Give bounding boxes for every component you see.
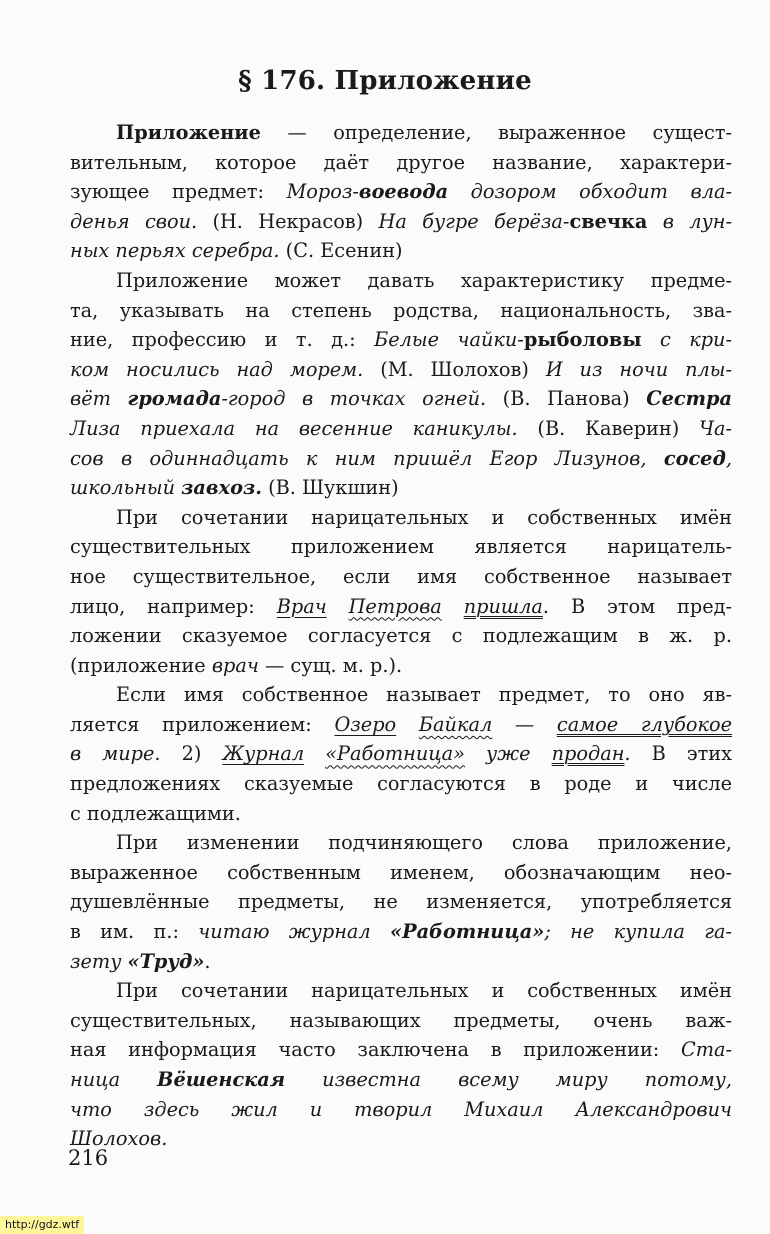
text-run: читаю журнал bbox=[198, 920, 391, 944]
text-run bbox=[327, 595, 349, 618]
text-run: При сочетании нарицательных и собственных имён bbox=[116, 505, 732, 529]
text-run: Вёшенская bbox=[157, 1068, 286, 1091]
text-line bbox=[70, 503, 732, 533]
text-line bbox=[70, 207, 732, 237]
text-run: Журнал bbox=[222, 742, 305, 766]
text-run: завхоз. bbox=[181, 476, 262, 500]
text-run: -город в точках огней. bbox=[221, 387, 487, 411]
text-run: зующее предмет: bbox=[70, 180, 287, 204]
text-line bbox=[70, 562, 732, 592]
text-run: . В этом пред- bbox=[542, 594, 732, 618]
text-run: (В. Каверин) bbox=[517, 416, 700, 440]
text-run: зету bbox=[70, 949, 128, 973]
text-run: Петрова bbox=[348, 594, 442, 618]
text-run: (В. Шукшин) bbox=[261, 476, 399, 500]
text-line bbox=[70, 1065, 732, 1095]
text-run: выраженное собственным именем, обозначающим нео- bbox=[70, 860, 732, 884]
text-line bbox=[70, 296, 732, 326]
text-run: 2) bbox=[160, 742, 223, 766]
text-run: Мороз- bbox=[286, 180, 359, 204]
text-run: что здесь жил и творил Михаил Александрович bbox=[70, 1097, 732, 1121]
text-run: с подлежащими. bbox=[70, 801, 241, 825]
text-run: (М. Шолохов) bbox=[363, 357, 546, 381]
text-line bbox=[70, 148, 732, 178]
text-line bbox=[70, 651, 732, 681]
text-line bbox=[70, 177, 732, 207]
text-line bbox=[70, 236, 732, 266]
text-run: — определение, выраженное сущест- bbox=[260, 121, 732, 144]
text-run: Ча- bbox=[699, 416, 732, 440]
text-run: школьный bbox=[70, 476, 182, 500]
text-line bbox=[70, 1035, 732, 1065]
text-run: предложениях сказуемые согласуются в роде и числе bbox=[70, 772, 732, 796]
text-run: ных перьях серебра. bbox=[70, 239, 280, 263]
text-run: (Н. Некрасов) bbox=[197, 209, 379, 233]
text-run: . В этих bbox=[624, 742, 732, 766]
text-line bbox=[70, 799, 732, 829]
text-run: самое глубокое bbox=[556, 712, 732, 736]
text-run: существительных, называющих предметы, очень важ- bbox=[70, 1008, 732, 1032]
text-run: Белые чайки- bbox=[374, 328, 524, 352]
text-run: Байкал bbox=[418, 712, 493, 736]
text-line bbox=[70, 947, 732, 977]
section-title: § 176. Приложение bbox=[238, 66, 532, 96]
text-run: врач bbox=[211, 653, 259, 677]
text-run: пришла bbox=[463, 594, 543, 618]
text-run: свечка bbox=[569, 209, 648, 233]
text-run bbox=[442, 595, 464, 618]
text-run: сосед bbox=[663, 446, 726, 470]
text-run: Если имя собственное называет предмет, то оно яв- bbox=[116, 683, 732, 707]
text-run: Приложение может давать характеристику предме- bbox=[116, 268, 732, 292]
text-run: Сестра bbox=[646, 387, 732, 411]
text-run: ная информация часто заключена в приложении: bbox=[70, 1038, 681, 1062]
text-run: известна всему миру потому, bbox=[285, 1068, 732, 1091]
text-line bbox=[70, 266, 732, 296]
text-line bbox=[70, 680, 732, 710]
text-run: ляется приложением: bbox=[70, 712, 335, 736]
text-run: ное существительное, если имя собственное называет bbox=[70, 564, 732, 588]
text-line bbox=[70, 621, 732, 651]
text-line bbox=[70, 592, 732, 622]
text-line bbox=[70, 976, 732, 1006]
text-run: . bbox=[204, 949, 211, 973]
text-line bbox=[70, 917, 732, 947]
text-line bbox=[70, 384, 732, 414]
text-run: «Труд» bbox=[127, 949, 205, 973]
text-line bbox=[70, 739, 732, 769]
text-run: (С. Есенин) bbox=[279, 239, 403, 263]
text-run: Приложение bbox=[116, 121, 261, 144]
text-run: ница bbox=[70, 1068, 158, 1091]
text-run: ние, профессию и т. д.: bbox=[70, 328, 375, 352]
text-run: «Работница» bbox=[325, 742, 465, 766]
text-run: Озеро bbox=[334, 712, 397, 736]
text-line bbox=[70, 887, 732, 917]
text-run bbox=[396, 713, 419, 736]
text-run: «Работница» bbox=[390, 920, 545, 944]
text-run: громада bbox=[127, 387, 222, 411]
text-run: вительным, которое даёт другое название, характери- bbox=[70, 150, 732, 174]
text-run: в лун- bbox=[647, 209, 732, 233]
text-line bbox=[70, 532, 732, 562]
text-run bbox=[304, 742, 325, 765]
text-run: (приложение bbox=[70, 653, 212, 677]
text-run: дозором обходит вла- bbox=[448, 180, 732, 204]
text-run: При сочетании нарицательных и собственных имён bbox=[116, 979, 732, 1003]
text-run: При изменении подчиняющего слова приложение, bbox=[116, 831, 732, 855]
text-run: И из ночи плы- bbox=[545, 357, 732, 381]
text-line bbox=[70, 769, 732, 799]
text-run: Ста- bbox=[680, 1038, 732, 1062]
text-run: — bbox=[492, 712, 557, 736]
text-line bbox=[70, 473, 732, 503]
text-line bbox=[70, 858, 732, 888]
text-run: уже bbox=[464, 742, 552, 766]
text-run: душевлённые предметы, не изменяется, употребляется bbox=[70, 890, 732, 914]
text-run: Лиза приехала на весенние каникулы. bbox=[70, 416, 518, 440]
text-run: сов в одиннадцать к ним пришёл Егор Лизунов, bbox=[70, 446, 664, 470]
text-run: Врач bbox=[276, 594, 327, 618]
text-run: (В. Панова) bbox=[486, 387, 647, 411]
text-line bbox=[70, 325, 732, 355]
text-run: лицо, например: bbox=[70, 594, 277, 618]
text-line bbox=[70, 710, 732, 740]
text-line bbox=[70, 1124, 732, 1154]
text-run: Шолохов. bbox=[70, 1127, 168, 1151]
text-run: ложении сказуемое согласуется с подлежащим в ж. р. bbox=[70, 624, 732, 648]
text-line bbox=[70, 1006, 732, 1036]
text-run: , bbox=[725, 446, 732, 470]
text-line bbox=[70, 355, 732, 385]
text-run: На бугре берёза- bbox=[378, 209, 570, 233]
text-run: в им. п.: bbox=[70, 920, 199, 944]
text-run: в мире. bbox=[70, 742, 161, 766]
text-run: вёт bbox=[70, 387, 128, 411]
text-run: ком носились над морем. bbox=[70, 357, 364, 381]
site-watermark-link[interactable]: http://gdz.wtf bbox=[0, 1216, 84, 1234]
text-run: ; не купила га- bbox=[544, 920, 732, 944]
text-run: денья свои. bbox=[70, 209, 198, 233]
text-run: — сущ. м. р.). bbox=[258, 653, 403, 677]
text-line bbox=[70, 1095, 732, 1125]
page-number: 216 bbox=[68, 1146, 109, 1170]
text-line bbox=[70, 118, 732, 148]
text-run: существительных приложением является нарицатель- bbox=[70, 535, 732, 559]
body-text bbox=[70, 118, 732, 1154]
text-line bbox=[70, 444, 732, 474]
text-run: воевода bbox=[358, 180, 449, 204]
text-run: продан bbox=[551, 742, 625, 766]
text-run: та, указывать на степень родства, национальность, зва- bbox=[70, 298, 732, 322]
text-run: с кри- bbox=[641, 328, 732, 352]
text-line bbox=[70, 414, 732, 444]
text-run: рыболовы bbox=[523, 328, 642, 352]
text-line bbox=[70, 828, 732, 858]
